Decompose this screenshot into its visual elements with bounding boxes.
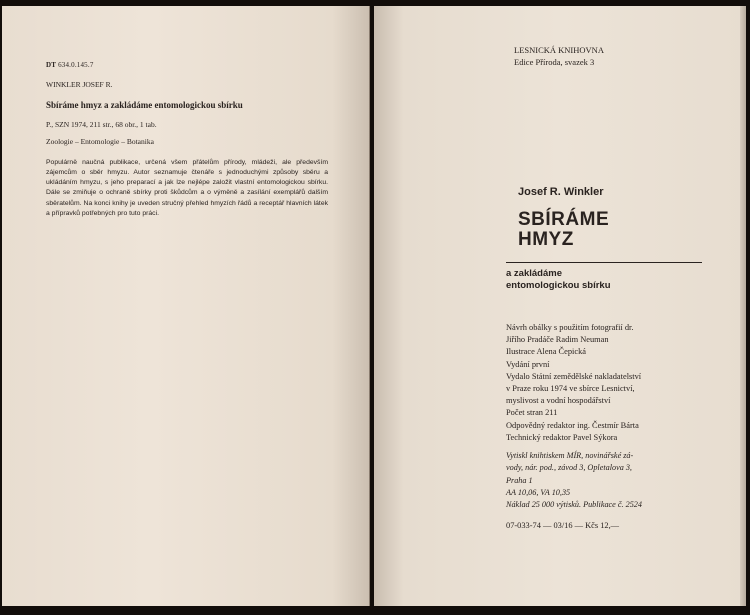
price-line: 07-033-74 — 03/16 — Kčs 12,— [506, 521, 620, 530]
colophon-line: Odpovědný redaktor ing. Čestmír Bárta [506, 420, 639, 430]
series-info [514, 45, 604, 69]
card-annotation: Populárně naučná publikace, určená všem přátelům přírody, mládeži, ale především zájemcům o sběr hmyzu. Autor seznamuje čtenáře s jednoduchými způsoby sběru a ukládáním hmyzu, s jeho preparací a jak lze nejlépe založit vlastní entomologickou sbírku. Dále se zmiňuje o ochraně sbírky proti škůdcům a o výměně a zasílání exemplářů dalším sběratelům. Na konci knihy je uveden stručný přehled hmyzích řádů a receptář hlavních látek a přípravků potřebných pro tuto práci. [46, 158, 328, 217]
catalog-card [46, 60, 336, 219]
book-title [518, 210, 609, 250]
printer-line: Vytiskl knihtiskem MÍR, novinářské zá- [506, 451, 634, 460]
printer-info [506, 450, 706, 511]
book-subtitle-line1: a zakládáme [506, 268, 562, 279]
card-publication: P., SZN 1974, 211 str., 68 obr., 1 tab. [46, 120, 157, 130]
colophon-line: Technický redaktor Pavel Sýkora [506, 432, 618, 442]
printer-line: vody, nár. pod., závod 3, Opletalova 3, [506, 463, 632, 473]
book-author: Josef R. Winkler [518, 186, 604, 198]
colophon-line: Vydalo Státní zemědělské nakladatelství [506, 371, 642, 381]
book-title-line1: SBÍRÁME [518, 209, 610, 230]
printer-line: AA 10,06, VA 10,35 [506, 487, 571, 497]
colophon-line: myslivost a vodní hospodářství [506, 396, 611, 406]
book-subtitle [506, 268, 611, 293]
printer-line: Náklad 25 000 výtisků. Publikace č. 2524 [506, 500, 642, 510]
colophon-line: Ilustrace Alena Čepická [506, 347, 586, 357]
dt-classification: DT 634.0.145.7 [46, 61, 94, 69]
colophon-line: Počet stran 211 [506, 408, 558, 418]
card-title: Sbíráme hmyz a zakládáme entomologickou sbírku [46, 100, 243, 111]
right-page [374, 6, 746, 606]
book-title-line2: HMYZ [518, 228, 574, 250]
card-author: WINKLER JOSEF R. [46, 80, 113, 90]
printer-line: Praha 1 [506, 475, 533, 485]
title-divider [506, 262, 702, 263]
left-page [2, 6, 370, 606]
series-edition: Edice Příroda, svazek 3 [514, 56, 595, 67]
series-name: LESNICKÁ KNIHOVNA [514, 45, 604, 55]
colophon [506, 322, 706, 444]
book-subtitle-line2: entomologickou sbírku [506, 280, 611, 292]
colophon-line: Jiřího Pradáče Radim Neuman [506, 335, 609, 345]
colophon-line: v Praze roku 1974 ve sbírce Lesnictví, [506, 383, 635, 393]
colophon-line: Návrh obálky s použitím fotografií dr. [506, 323, 634, 332]
card-subjects: Zoologie – Entomologie – Botanika [46, 136, 154, 146]
colophon-line: Vydání první [506, 359, 550, 369]
